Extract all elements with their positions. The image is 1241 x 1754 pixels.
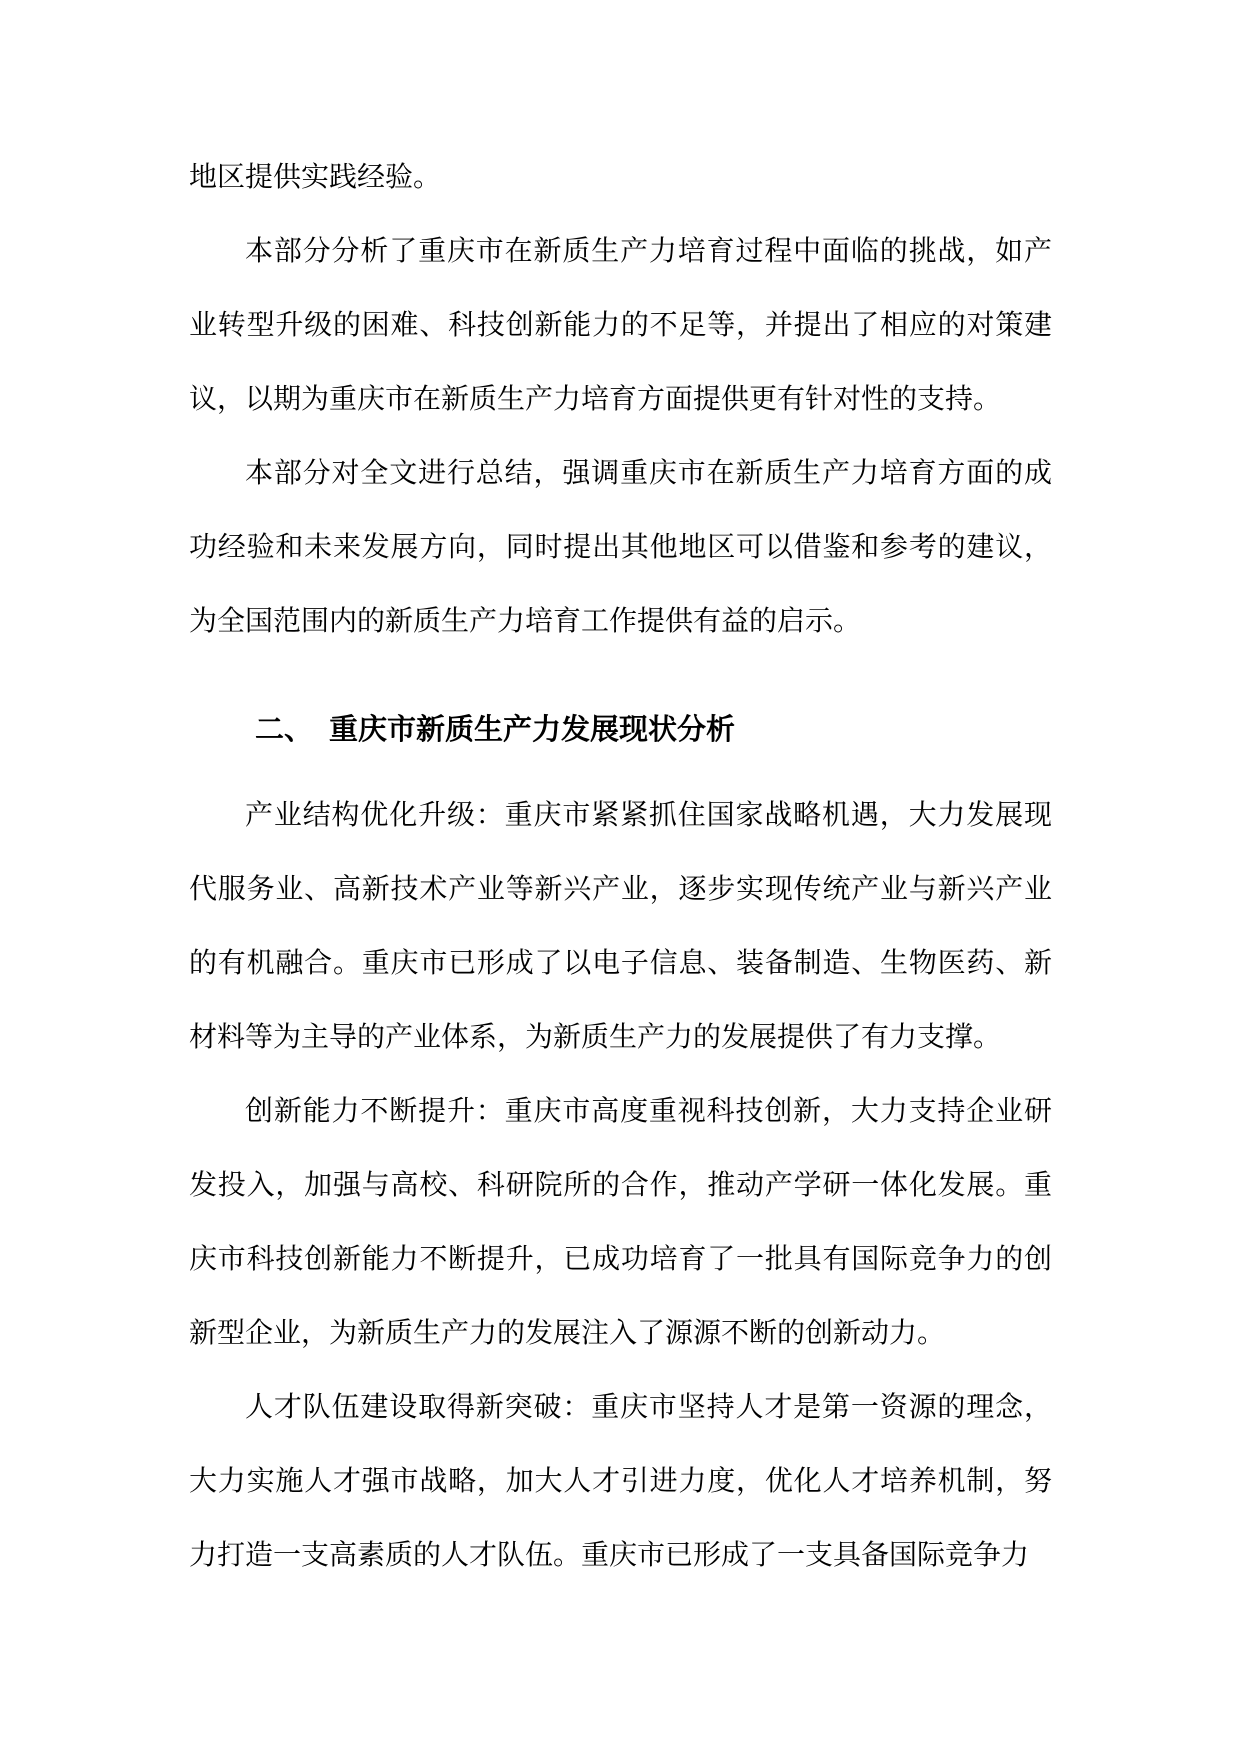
paragraph-talent: 人才队伍建设取得新突破：重庆市坚持人才是第一资源的理念，大力实施人才强市战略，加大人才引进力度，优化人才培养机制，努力打造一支高素质的人才队伍。重庆市已形成了一支具备国际竞争力	[189, 1390, 1052, 1571]
paragraph-continuation: 地区提供实践经验。	[189, 160, 442, 193]
paragraph-challenges: 本部分分析了重庆市在新质生产力培育过程中面临的挑战，如产业转型升级的困难、科技创新能力的不足等，并提出了相应的对策建议，以期为重庆市在新质生产力培育方面提供更有针对性的支持。	[189, 234, 1052, 415]
paragraph-innovation: 创新能力不断提升：重庆市高度重视科技创新，大力支持企业研发投入，加强与高校、科研院所的合作，推动产学研一体化发展。重庆市科技创新能力不断提升，已成功培育了一批具有国际竞争力的创新型企业，为新质生产力的发展注入了源源不断的创新动力。	[189, 1094, 1052, 1349]
section-title: 重庆市新质生产力发展现状分析	[329, 712, 736, 746]
paragraph-industry-structure: 产业结构优化升级：重庆市紧紧抓住国家战略机遇，大力发展现代服务业、高新技术产业等新兴产业，逐步实现传统产业与新兴产业的有机融合。重庆市已形成了以电子信息、装备制造、生物医药、新材料等为主导的产业体系，为新质生产力的发展提供了有力支撑。	[189, 798, 1052, 1053]
document-body	[189, 140, 1052, 1592]
section-heading	[189, 658, 1052, 778]
section-number: 二、	[255, 712, 314, 746]
paragraph-summary: 本部分对全文进行总结，强调重庆市在新质生产力培育方面的成功经验和未来发展方向，同时提出其他地区可以借鉴和参考的建议，为全国范围内的新质生产力培育工作提供有益的启示。	[189, 456, 1052, 637]
